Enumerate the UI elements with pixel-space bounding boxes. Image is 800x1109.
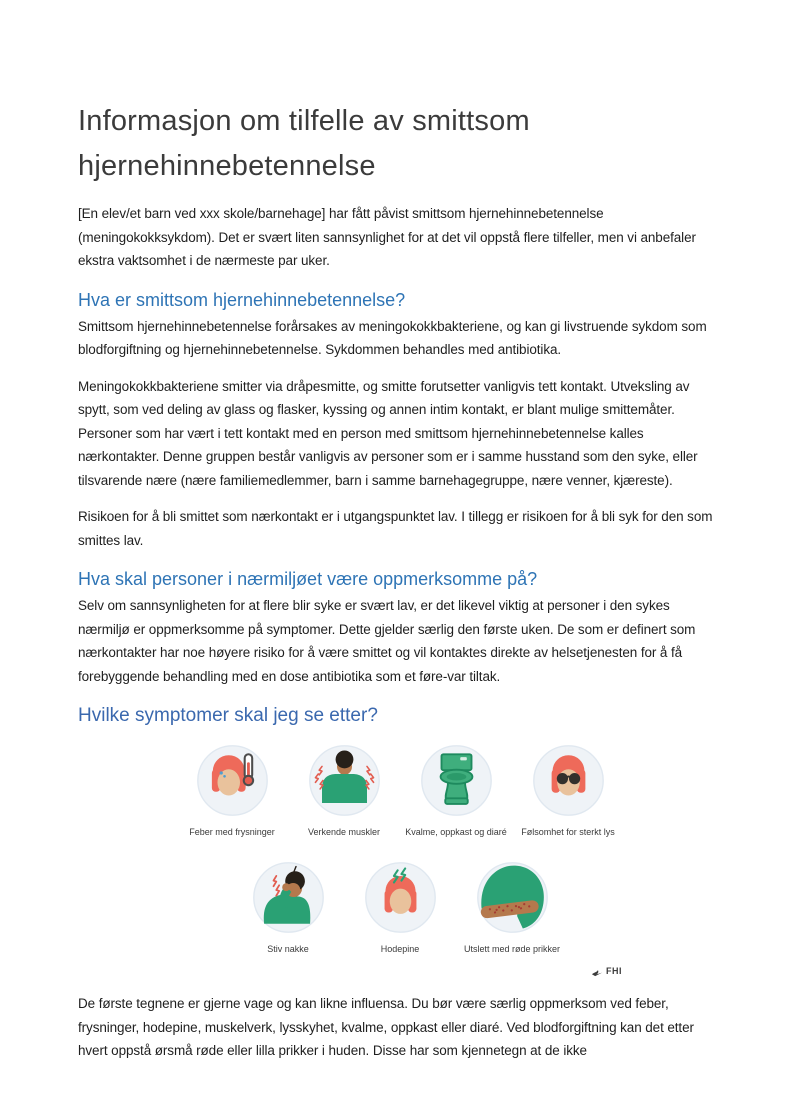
fhi-logo-text: FHI bbox=[606, 966, 622, 976]
symptom-item-rash bbox=[456, 860, 568, 955]
intro-paragraph: [En elev/et barn ved xxx skole/barnehage] har fått påvist smittsom hjernehinnebetennelse (meningokokksykdom). Det er svært liten sannsynlighet for at det vil oppstå flere tilfeller, men vi anbefaler ekstra vaktsomhet i de nærmeste par uker. bbox=[78, 206, 696, 268]
section-heading-be-aware: Hva skal personer i nærmiljøet være oppmerksomme på? bbox=[78, 569, 538, 589]
paragraph: Selv om sannsynligheten for at flere blir syke er svært lav, er det likevel viktig at personer i den sykes nærmiljø er oppmerksomme på symptomer. Dette gjelder særlig den første uken. De som er definert som nærkontakter har noe høyere risiko for å være smittet og vil kontaktes direkte av helsetjenesten for å få forebyggende behandling med en dose antibiotika som et føre-var tiltak. bbox=[78, 598, 696, 684]
fhi-bird-icon bbox=[591, 965, 604, 978]
symptom-item-headache bbox=[344, 860, 456, 955]
light-sensitivity-icon bbox=[531, 743, 606, 818]
symptom-label: Kvalme, oppkast og diaré bbox=[405, 827, 507, 837]
symptom-label: Verkende muskler bbox=[307, 827, 381, 837]
aching-muscles-icon bbox=[307, 743, 382, 818]
paragraph: Smittsom hjernehinnebetennelse forårsakes av meningokokkbakteriene, og kan gi livstruende sykdom som blodforgiftning og hjernehinnebetennelse. Sykdommen behandles med antibiotika. bbox=[78, 318, 707, 357]
stiff-neck-icon bbox=[251, 860, 326, 935]
fever-thermometer-icon bbox=[195, 743, 270, 818]
symptom-label: Hodepine bbox=[380, 944, 420, 954]
section-heading-what-is: Hva er smittsom hjernehinnebetennelse? bbox=[78, 289, 406, 310]
symptom-label: Feber med frysninger bbox=[189, 827, 275, 837]
symptom-item-nausea bbox=[400, 743, 512, 838]
symptom-item-fever bbox=[176, 743, 288, 838]
symptom-label: Følsomhet for sterkt lys bbox=[521, 827, 615, 837]
symptom-icon-row-1 bbox=[78, 743, 722, 838]
paragraph: Risikoen for å bli smittet som nærkontakt er i utgangspunktet lav. I tillegg er risikoen for å bli syk for den som smittes lav. bbox=[78, 509, 713, 548]
headache-icon bbox=[363, 860, 438, 935]
rash-icon bbox=[475, 860, 550, 935]
closing-paragraph: De første tegnene er gjerne vage og kan likne influensa. Du bør være særlig oppmerksom ved feber, frysninger, hodepine, muskelverk, lysskyhet, kvalme, oppkast eller diaré. Ved blodforgiftning kan det etter hvert oppstå ørsmå røde eller lilla prikker i huden. Disse har som kjennetegn at de ikke bbox=[78, 996, 694, 1058]
symptom-label: Utslett med røde prikker bbox=[463, 944, 561, 954]
symptom-item-muscles bbox=[288, 743, 400, 838]
symptom-label: Stiv nakke bbox=[267, 944, 309, 954]
symptom-item-light bbox=[512, 743, 624, 838]
symptom-icons bbox=[78, 743, 722, 979]
paragraph: Meningokokkbakteriene smitter via dråpesmitte, og smitte forutsetter vanligvis tett kontakt. Utveksling av spytt, som ved deling av glass og flasker, kyssing og annen intim kontakt, er blant mulige smittemåter. Personer som har vært i tett kontakt med en person med smittsom hjernehinnebetennelse kalles nærkontakter. Denne gruppen består vanligvis av personer som er i samme husstand som den syke, eller tilsvarende nære (nære familiemedlemmer, barn i samme barnehagegruppe, nære venner, kjæreste). bbox=[78, 378, 698, 488]
symptom-icon-row-2 bbox=[78, 860, 722, 955]
fhi-logo bbox=[78, 963, 722, 979]
section-heading-symptoms: Hvilke symptomer skal jeg se etter? bbox=[78, 705, 378, 726]
toilet-icon bbox=[419, 743, 494, 818]
page-title: Informasjon om tilfelle av smittsom hjernehinnebetennelse bbox=[78, 105, 530, 182]
symptom-item-stiff-neck bbox=[232, 860, 344, 955]
